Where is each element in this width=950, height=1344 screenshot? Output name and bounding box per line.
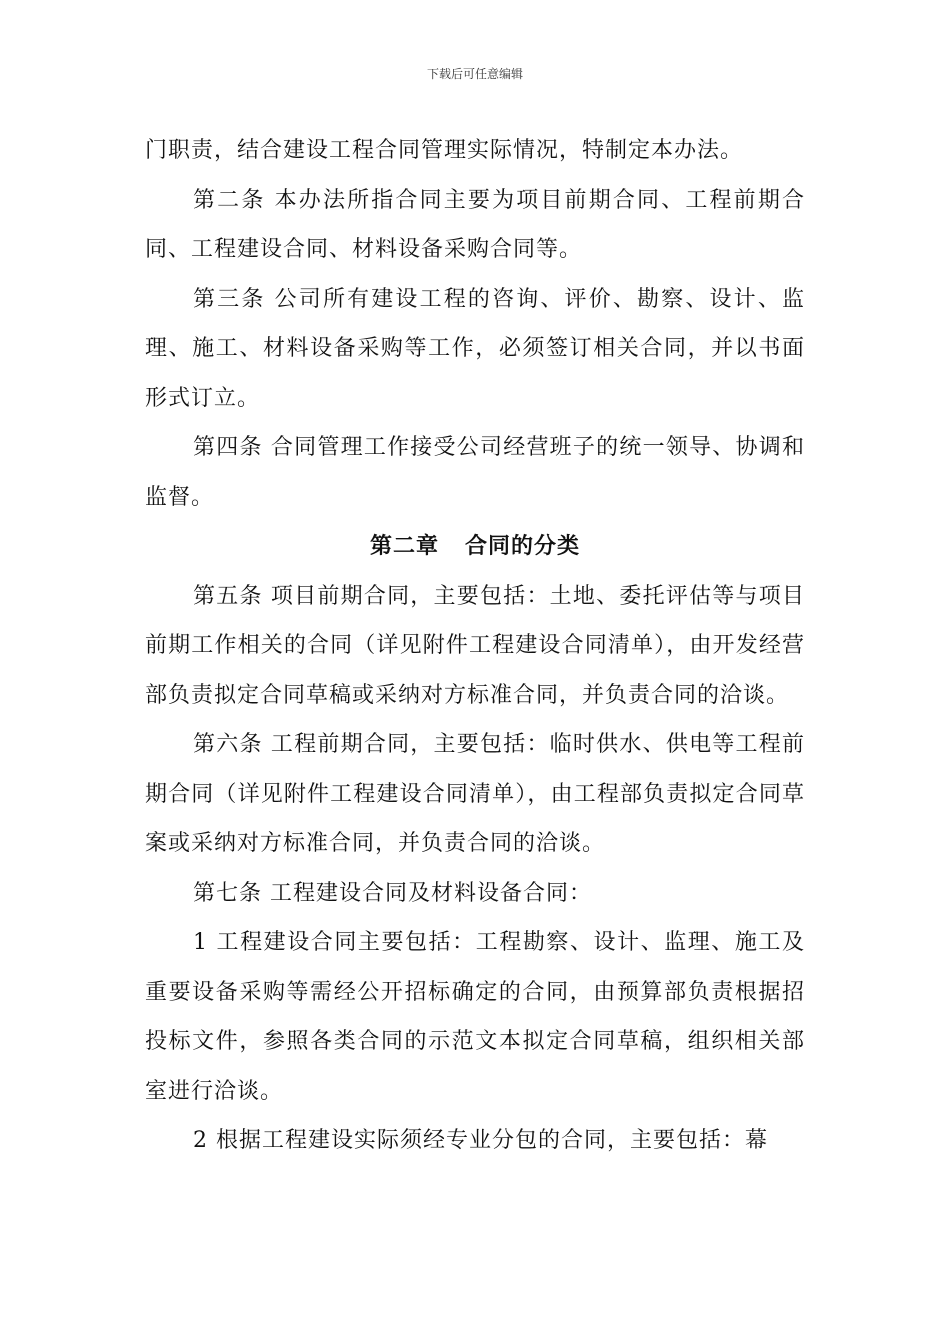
chapter-heading: 第二章 合同的分类 [370, 534, 580, 559]
article-6: 第六条 工程前期合同，主要包括：临时供水、供电等工程前期合同（详见附件工程建设合同清单），由工程部负责拟定合同草案或采纳对方标准合同，并负责合同的洽谈。 [145, 732, 805, 856]
page-header: 下载后可任意编辑 [426, 67, 523, 81]
article-7-item-2: 2 根据工程建设实际须经专业分包的合同，主要包括：幕 [193, 1128, 768, 1153]
paragraph-continuation: 门职责，结合建设工程合同管理实际情况，特制定本办法。 [145, 138, 744, 163]
article-4: 第四条 合同管理工作接受公司经营班子的统一领导、协调和监督。 [145, 435, 805, 510]
document-body [145, 126, 805, 1166]
article-3: 第三条 公司所有建设工程的咨询、评价、勘察、设计、监理、施工、材料设备采购等工作，必须签订相关合同，并以书面形式订立。 [145, 286, 805, 411]
article-7-item-1: 1 工程建设合同主要包括：工程勘察、设计、监理、施工及重要设备采购等需经公开招标确定的合同，由预算部负责根据招投标文件，参照各类合同的示范文本拟定合同草稿，组织相关部室进行洽谈。 [145, 930, 805, 1104]
article-2: 第二条 本办法所指合同主要为项目前期合同、工程前期合同、工程建设合同、材料设备采购合同等。 [145, 187, 805, 262]
article-7: 第七条 工程建设合同及材料设备合同： [193, 880, 592, 906]
article-5: 第五条 项目前期合同，主要包括：土地、委托评估等与项目前期工作相关的合同（详见附件工程建设合同清单），由开发经营部负责拟定合同草稿或采纳对方标准合同，并负责合同的洽谈。 [145, 583, 805, 708]
